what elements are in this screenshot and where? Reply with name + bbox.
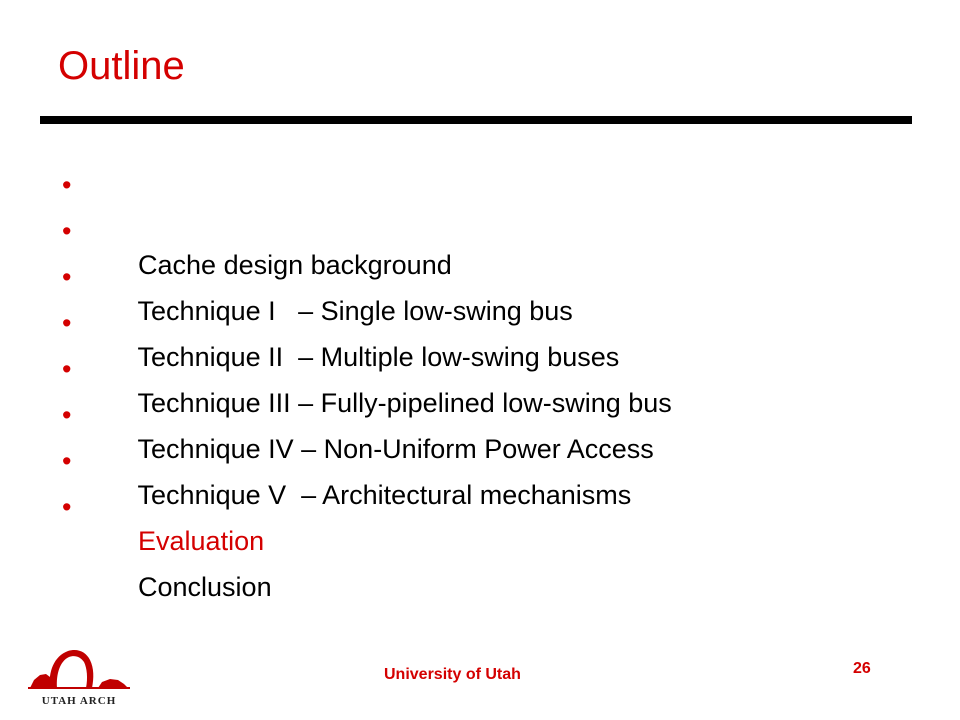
title-divider [40,116,912,124]
footer-text: University of Utah [384,666,521,683]
slide-title: Outline [58,44,185,88]
bullet-icon: • [62,400,72,430]
bullet-icon: • [62,262,72,292]
bullet-icon: • [62,216,72,246]
list-item-text: Technique V – Architectural mechanisms [137,480,632,510]
bullet-icon: • [62,308,72,338]
bullet-icon: • [62,170,72,200]
list-item-text: Evaluation [138,526,265,556]
list-item-text: Technique III – Fully-pipelined low-swing bus [137,388,672,418]
page-number: 26 [853,660,871,677]
logo-caption: UTAH ARCH [41,695,117,707]
list-item-text: Technique IV – Non-Uniform Power Access [137,434,654,464]
outline-list [62,165,672,602]
list-item-text: Technique II – Multiple low-swing buses [137,342,620,372]
utah-arch-logo [24,644,134,710]
bullet-icon: • [62,354,72,384]
list-item-text: Conclusion [138,572,272,602]
list-item-text: Cache design background [138,250,452,280]
delicate-arch-icon [28,650,130,688]
list-item-text: Technique I – Single low-swing bus [137,296,573,326]
bullet-icon: • [62,492,72,522]
list-item [62,165,672,280]
bullet-icon: • [62,446,72,476]
